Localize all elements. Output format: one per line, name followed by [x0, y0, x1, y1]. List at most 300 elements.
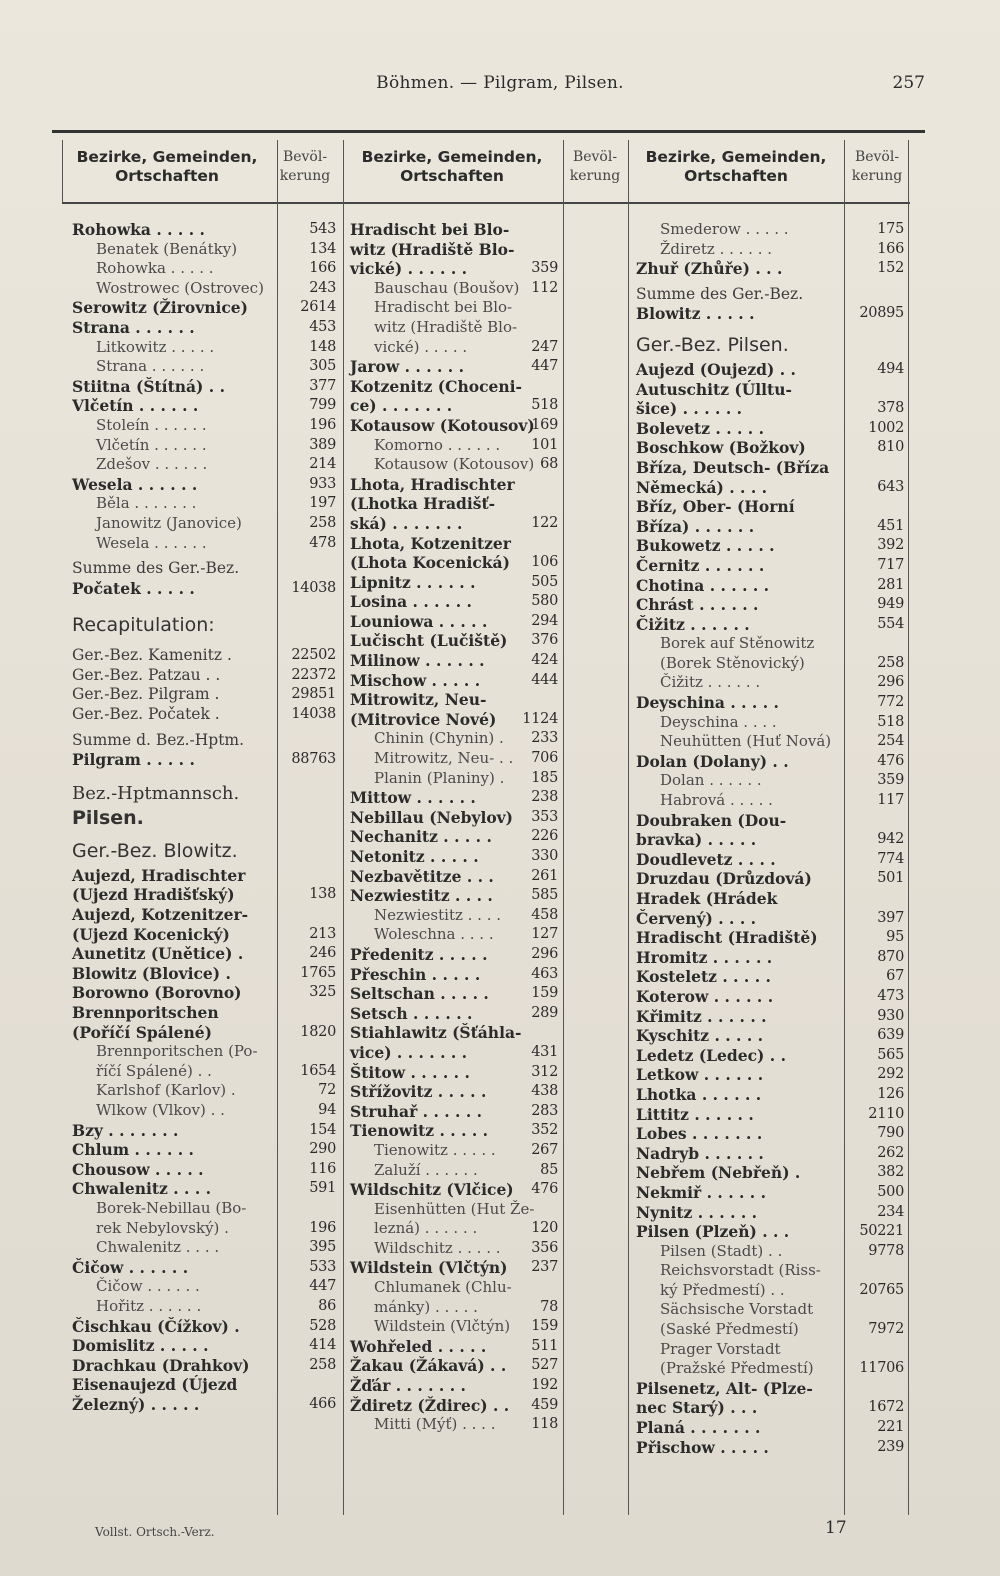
entry-name: Kyschitz . . . . .	[636, 1026, 764, 1046]
entry-name: rek Nebylovský) .	[96, 1218, 229, 1237]
list-item	[350, 514, 558, 534]
entry-name: Netonitz . . . . .	[350, 847, 479, 866]
entry-population: 2110	[868, 1105, 904, 1122]
entry-population: 505	[531, 573, 558, 590]
list-item	[636, 1163, 904, 1183]
list-item	[350, 1102, 558, 1122]
list-item	[350, 455, 558, 475]
running-head: Böhmen. — Pilgram, Pilsen.	[376, 73, 624, 93]
entry-name: vice) . . . . . . .	[350, 1042, 468, 1062]
entry-population: 774	[877, 850, 904, 867]
entry-name: Setsch . . . . . .	[350, 1003, 473, 1023]
list-item	[636, 285, 904, 305]
entry-population: 717	[877, 556, 904, 573]
entry-name: Rohowka . . . . .	[96, 259, 214, 278]
entry-name: Koterow . . . . . .	[636, 986, 774, 1006]
list-item	[72, 338, 336, 358]
list-item	[636, 1261, 904, 1281]
list-item	[72, 610, 336, 640]
entry-population: 451	[877, 517, 904, 534]
entry-name: Aujezd (Oujezd) . .	[636, 359, 796, 379]
entry-population: 122	[531, 514, 558, 531]
list-item	[636, 791, 904, 811]
entry-population: 233	[531, 730, 558, 747]
list-item	[350, 1219, 558, 1239]
entry-name: Brennporitschen (Po-	[96, 1042, 258, 1061]
entry-name: Nezwiestitz . . . .	[374, 905, 502, 924]
entry-population: 296	[531, 945, 558, 962]
entry-population: 527	[531, 1357, 558, 1374]
entry-name: Chrást . . . . . .	[636, 595, 759, 615]
entry-name: Jarow . . . . . .	[350, 357, 464, 377]
entry-population: 933	[309, 475, 336, 492]
list-item	[636, 438, 904, 458]
entry-name: Vlčetín . . . . . .	[96, 435, 207, 454]
entry-population: 127	[531, 926, 558, 943]
entry-name: Tienowitz . . . . .	[374, 1140, 496, 1159]
list-item	[72, 925, 336, 945]
list-item	[350, 1043, 558, 1063]
entry-population: 930	[877, 1007, 904, 1024]
list-item	[636, 478, 904, 498]
entry-name: Nadryb . . . . . .	[636, 1143, 764, 1163]
page-number: 257	[892, 73, 925, 93]
entry-population: 1124	[522, 710, 558, 727]
entry-name: Lhota, Kotzenitzer	[350, 533, 511, 553]
entry-population: 11706	[859, 1360, 904, 1377]
list-item	[636, 240, 904, 260]
list-item	[636, 1281, 904, 1301]
entry-population: 1002	[868, 419, 904, 436]
entry-name: Hradischt (Hradiště)	[636, 928, 818, 948]
list-item	[72, 1258, 336, 1278]
list-item	[350, 1004, 558, 1024]
entry-population: 591	[309, 1180, 336, 1197]
entry-name: Bolevetz . . . . .	[636, 418, 764, 438]
entry-name: Chlumanek (Chlu-	[374, 1278, 512, 1297]
entry-name: Wlkow (Vlkov) . .	[96, 1100, 225, 1119]
entry-population: 67	[886, 968, 904, 985]
entry-population: 116	[309, 1160, 336, 1177]
entry-population: 799	[309, 397, 336, 414]
list-item	[636, 1046, 904, 1066]
list-item	[636, 1418, 904, 1438]
list-item	[72, 731, 336, 751]
entry-population: 226	[531, 828, 558, 845]
entry-name: Nebillau (Nebylov)	[350, 807, 514, 827]
entry-name: Červený) . . . .	[636, 908, 757, 928]
entry-name: Hradischt bei Blo-	[350, 220, 510, 239]
entry-name: Brennporitschen	[72, 1003, 219, 1022]
header-name-col-2: Bezirke, Gemeinden, Ortschaften	[361, 148, 543, 185]
entry-name: Reichsvorstadt (Riss-	[660, 1261, 821, 1280]
list-item	[636, 909, 904, 929]
list-item	[72, 1160, 336, 1180]
entry-population: 289	[531, 1004, 558, 1021]
entry-population: 196	[309, 416, 336, 433]
entry-name: Letkow . . . . . .	[636, 1065, 764, 1085]
entry-name: Doubraken (Dou-	[636, 810, 787, 830]
entry-population: 376	[531, 632, 558, 649]
entry-name: Aujezd, Hradischter	[72, 865, 246, 885]
entry-name: Drachkau (Drahkov)	[72, 1355, 250, 1375]
list-item	[636, 967, 904, 987]
entry-name: říčí Spálené) . .	[96, 1061, 212, 1080]
vertical-rule	[343, 140, 344, 1515]
entry-name: Zaluží . . . . . .	[374, 1160, 478, 1179]
entry-population: 1672	[868, 1399, 904, 1416]
entry-name: Wildschitz . . . . .	[374, 1238, 501, 1257]
entry-population: 528	[309, 1317, 336, 1334]
entry-population: 447	[531, 358, 558, 375]
entry-name: Chotina . . . . . .	[636, 575, 770, 595]
entry-population: 20765	[859, 1281, 904, 1298]
list-item	[350, 1337, 558, 1357]
entry-name: Mitrowitz, Neu-	[350, 690, 487, 710]
column-3	[636, 220, 904, 1457]
entry-population: 458	[531, 906, 558, 923]
entry-population: 942	[877, 831, 904, 848]
list-item	[72, 1219, 336, 1239]
entry-name: Boschkow (Božkov)	[636, 438, 806, 458]
header-name-col-1: Bezirke, Gemeinden, Ortschaften	[76, 148, 258, 185]
entry-name: Rohowka . . . . .	[72, 220, 205, 239]
list-item	[72, 983, 336, 1003]
entry-name: Wildschitz (Vlčice)	[350, 1180, 514, 1200]
list-item	[72, 1140, 336, 1160]
list-item	[350, 534, 558, 554]
list-item	[350, 220, 558, 240]
entry-name: Žďár . . . . . . .	[350, 1376, 466, 1396]
entry-name: Bez.-Hptmannsch.	[72, 782, 240, 804]
entry-population: 501	[877, 870, 904, 887]
entry-name: Mischow . . . . .	[350, 670, 481, 690]
entry-name: lezná) . . . . . .	[374, 1219, 478, 1238]
list-item	[636, 380, 904, 400]
entry-population: 20895	[859, 305, 904, 322]
entry-population: 1820	[300, 1023, 336, 1040]
list-item	[636, 615, 904, 635]
entry-name: Borek auf Stěnowitz	[660, 634, 815, 653]
entry-name: (Pražské Předmestí)	[660, 1359, 814, 1378]
entry-population: 192	[531, 1377, 558, 1394]
list-item	[72, 559, 336, 579]
entry-name: Smederow . . . . .	[660, 220, 789, 238]
list-item	[350, 631, 558, 651]
list-item	[636, 1340, 904, 1360]
list-item	[72, 1121, 336, 1141]
entry-population: 14038	[291, 706, 336, 723]
entry-population: 389	[309, 436, 336, 453]
list-item	[72, 705, 336, 725]
list-item	[636, 869, 904, 889]
entry-name: Deyschina . . . .	[660, 712, 777, 731]
list-item	[72, 1062, 336, 1082]
entry-name: witz (Hradiště Blo-	[350, 239, 515, 259]
entry-name: Německá) . . . .	[636, 477, 768, 497]
entry-name: Čischkau (Čížkov) .	[72, 1316, 240, 1336]
entry-population: 444	[531, 671, 558, 688]
entry-population: 352	[531, 1122, 558, 1139]
spacer	[72, 770, 336, 782]
entry-population: 22372	[291, 666, 336, 683]
list-item	[72, 905, 336, 925]
list-item	[350, 965, 558, 985]
entry-population: 463	[531, 965, 558, 982]
entry-name: Hradischt bei Blo-	[374, 298, 513, 317]
entry-name: witz (Hradiště Blo-	[374, 317, 518, 336]
entry-name: Pilgram . . . . .	[72, 750, 195, 770]
entry-population: 175	[877, 221, 904, 237]
list-item	[72, 806, 336, 830]
entry-name: Mitrowitz, Neu- . .	[374, 749, 514, 768]
entry-name: Prager Vorstadt	[660, 1339, 781, 1358]
entry-name: Čičow . . . . . .	[96, 1277, 200, 1296]
entry-name: Mitti (Mýť) . . . .	[374, 1415, 496, 1434]
entry-name: Dolan (Dolany) . .	[636, 751, 789, 771]
list-item	[636, 536, 904, 556]
entry-name: Borowno (Borovno)	[72, 983, 242, 1003]
entry-name: Komorno . . . . . .	[374, 435, 501, 454]
list-item	[350, 671, 558, 691]
entry-name: Aunetitz (Unětice) .	[72, 944, 244, 964]
entry-name: Chwalenitz . . . .	[72, 1179, 212, 1199]
entry-name: (Poříčí Spálené)	[72, 1022, 212, 1042]
list-item	[636, 419, 904, 439]
list-item	[350, 1141, 558, 1161]
entry-population: 262	[877, 1144, 904, 1161]
entry-population: 518	[531, 397, 558, 414]
column-1	[72, 220, 336, 1414]
entry-name: Zdešov . . . . . .	[96, 455, 208, 474]
list-item	[350, 1161, 558, 1181]
entry-name: Čižitz . . . . . .	[660, 673, 761, 692]
list-item	[72, 1081, 336, 1101]
entry-name: Pilsen.	[72, 806, 144, 829]
entry-population: 258	[309, 1356, 336, 1373]
list-item	[350, 1415, 558, 1435]
list-item	[72, 396, 336, 416]
list-item	[72, 1297, 336, 1317]
entry-name: Hromitz . . . . . .	[636, 947, 773, 967]
entry-name: Littitz . . . . . .	[636, 1104, 754, 1124]
list-item	[350, 906, 558, 926]
entry-population: 476	[531, 1181, 558, 1198]
entry-population: 213	[309, 925, 336, 942]
entry-name: Předenitz . . . . .	[350, 944, 488, 964]
entry-population: 261	[531, 867, 558, 884]
entry-population: 112	[531, 279, 558, 296]
list-item	[350, 1023, 558, 1043]
entry-population: 414	[309, 1337, 336, 1354]
list-item	[350, 475, 558, 495]
entry-name: Bříz, Ober- (Horní	[636, 497, 795, 517]
list-item	[636, 948, 904, 968]
entry-population: 159	[531, 985, 558, 1002]
entry-population: 565	[877, 1046, 904, 1063]
entry-name: Nekmiř . . . . . .	[636, 1182, 766, 1202]
entry-name: Pilsen (Stadt) . .	[660, 1241, 783, 1260]
column-2	[350, 220, 558, 1435]
list-item	[72, 220, 336, 240]
entry-population: 7972	[868, 1321, 904, 1338]
entry-population: 72	[318, 1082, 336, 1099]
entry-name: Struhař . . . . . .	[350, 1101, 483, 1121]
entry-population: 478	[309, 534, 336, 551]
list-item	[72, 318, 336, 338]
list-item	[636, 595, 904, 615]
entry-population: 86	[318, 1297, 336, 1314]
entry-name: Wesela . . . . . .	[96, 533, 207, 552]
header-name-col-3: Bezirke, Gemeinden, Ortschaften	[645, 148, 827, 185]
list-item	[636, 1242, 904, 1262]
list-item	[350, 867, 558, 887]
entry-name: Pilsen (Plzeň) . . .	[636, 1222, 790, 1242]
list-item	[350, 1317, 558, 1337]
list-item	[72, 1023, 336, 1043]
vertical-rule	[908, 140, 909, 1515]
entry-name: Lhota, Hradischter	[350, 474, 515, 494]
entry-population: 88763	[291, 751, 336, 768]
entry-name: (Lhotka Hradišť-	[350, 494, 496, 514]
list-item	[636, 850, 904, 870]
list-item	[72, 1238, 336, 1258]
list-item	[350, 318, 558, 338]
entry-population: 254	[877, 733, 904, 750]
list-item	[72, 944, 336, 964]
entry-population: 258	[877, 654, 904, 671]
entry-name: Wostrowec (Ostrovec)	[96, 278, 264, 297]
entry-population: 438	[531, 1083, 558, 1100]
list-item	[636, 713, 904, 733]
entry-name: Autuschitz (Úlltu-	[636, 379, 792, 399]
list-item	[350, 847, 558, 867]
list-item	[350, 494, 558, 514]
entry-population: 117	[877, 792, 904, 809]
list-item	[636, 458, 904, 478]
list-item	[636, 811, 904, 831]
entry-population: 459	[531, 1396, 558, 1413]
entry-name: Nebřem (Nebřeň) .	[636, 1163, 801, 1183]
entry-population: 305	[309, 358, 336, 375]
list-item	[636, 987, 904, 1007]
entry-name: Kotzenitz (Choceni-	[350, 376, 522, 396]
list-item	[350, 1082, 558, 1102]
entry-name: Ledetz (Ledec) . .	[636, 1045, 786, 1065]
list-item	[636, 1183, 904, 1203]
entry-name: Habrová . . . . .	[660, 791, 773, 810]
list-item	[72, 514, 336, 534]
entry-population: 378	[877, 400, 904, 417]
list-item	[636, 928, 904, 948]
list-item	[72, 534, 336, 554]
list-item	[72, 416, 336, 436]
entry-name: Sächsische Vorstadt	[660, 1300, 814, 1319]
entry-name: Planá . . . . . . .	[636, 1418, 761, 1438]
entry-population: 152	[877, 260, 904, 277]
list-item	[350, 945, 558, 965]
list-item	[350, 886, 558, 906]
entry-population: 382	[877, 1164, 904, 1181]
list-item	[636, 1379, 904, 1399]
list-item	[72, 377, 336, 397]
list-item	[636, 693, 904, 713]
entry-name: Lhotka . . . . . .	[636, 1084, 762, 1104]
entry-name: Mittow . . . . . .	[350, 788, 476, 808]
list-item	[636, 1398, 904, 1418]
list-item	[350, 749, 558, 769]
entry-name: Počatek . . . . .	[72, 578, 195, 598]
entry-population: 148	[309, 338, 336, 355]
entry-name: Deyschina . . . . .	[636, 693, 779, 713]
entry-population: 447	[309, 1278, 336, 1295]
list-item	[72, 866, 336, 886]
entry-name: ská) . . . . . . .	[350, 513, 463, 533]
entry-population: 453	[309, 318, 336, 335]
list-item	[72, 685, 336, 705]
list-item	[72, 579, 336, 599]
entry-name: nec Starý) . . .	[636, 1398, 758, 1418]
entry-name: Nezbavětitze . . .	[350, 866, 494, 886]
list-item	[350, 651, 558, 671]
list-item	[350, 416, 558, 436]
entry-population: 95	[886, 929, 904, 946]
entry-population: 377	[309, 377, 336, 394]
entry-population: 29851	[291, 686, 336, 703]
list-item	[72, 1199, 336, 1219]
entry-population: 424	[531, 652, 558, 669]
entry-population: 494	[877, 360, 904, 377]
list-item	[636, 1026, 904, 1046]
list-item	[350, 612, 558, 632]
entry-name: Bzy . . . . . . .	[72, 1120, 179, 1140]
entry-name: Čičow . . . . . .	[72, 1257, 189, 1277]
entry-population: 185	[531, 769, 558, 786]
list-item	[72, 1003, 336, 1023]
list-item	[72, 836, 336, 866]
list-item	[72, 436, 336, 456]
entry-name: Stiahlawitz (Šťáhla-	[350, 1023, 522, 1043]
entry-name: Druzdau (Drůzdová)	[636, 869, 812, 889]
entry-name: Ždiretz . . . . . .	[660, 239, 773, 258]
list-item	[350, 1278, 558, 1298]
entry-population: 281	[877, 576, 904, 593]
list-item	[636, 1320, 904, 1340]
entry-name: Planin (Planiny) .	[374, 768, 505, 787]
list-item	[350, 1239, 558, 1259]
list-item	[350, 769, 558, 789]
entry-population: 870	[877, 948, 904, 965]
entry-population: 359	[531, 260, 558, 277]
list-item	[636, 304, 904, 324]
entry-name: Ger.-Bez. Pilgram .	[72, 685, 220, 704]
entry-population: 810	[877, 439, 904, 456]
entry-population: 397	[877, 909, 904, 926]
entry-population: 543	[309, 221, 336, 237]
footer-right: 17	[825, 1518, 847, 1538]
list-item	[72, 494, 336, 514]
entry-name: Louniowa . . . . .	[350, 611, 488, 631]
list-item	[72, 1317, 336, 1337]
list-item	[636, 556, 904, 576]
entry-population: 639	[877, 1027, 904, 1044]
entry-population: 431	[531, 1043, 558, 1060]
list-item	[72, 885, 336, 905]
header-rule	[62, 202, 910, 204]
entry-population: 356	[531, 1239, 558, 1256]
entry-name: Neuhütten (Huť Nová)	[660, 732, 832, 751]
entry-name: Kotausow (Kotousov)	[374, 455, 535, 474]
